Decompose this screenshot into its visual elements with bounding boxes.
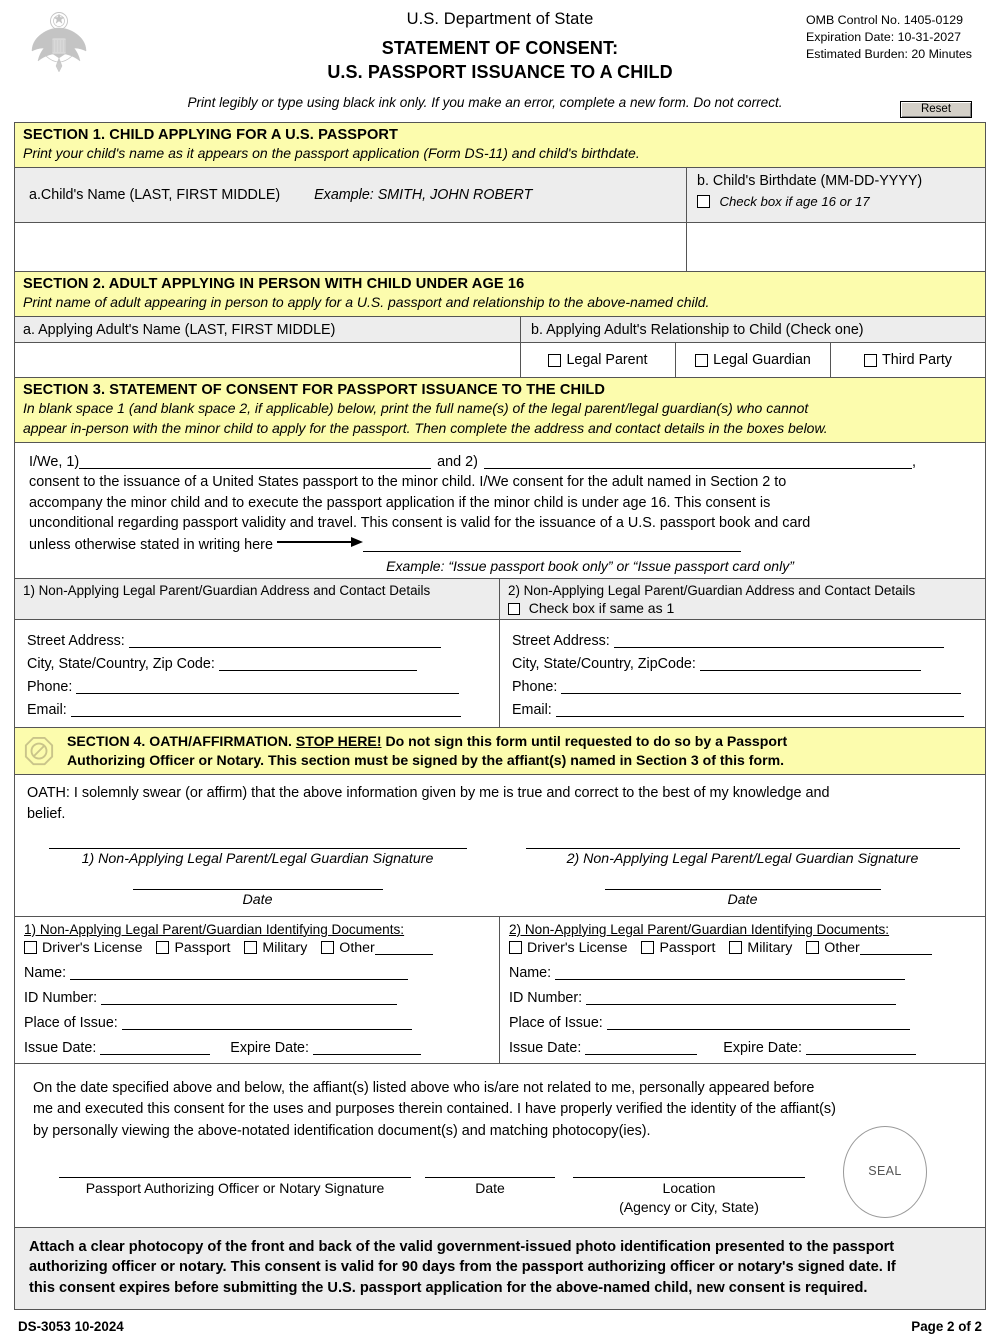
notary-statement-block [15,1064,985,1227]
section4-heading-part2: Do not sign this form until requested to do so by a Passport [381,733,788,750]
address1-street-row [27,633,487,649]
oath-statement [15,775,985,827]
form-id: DS-3053 10-2024 [18,1318,124,1334]
section4-heading-part1: SECTION 4. OATH/AFFIRMATION. [67,733,296,750]
ids2-issuedate-input[interactable] [585,1054,697,1055]
notary-date-line[interactable] [425,1177,555,1178]
form-body [14,122,986,1310]
section4-heading-text [67,732,787,769]
legal-guardian-label: Legal Guardian [713,352,811,369]
address2-email-input[interactable] [556,716,964,717]
address1-email-row [27,702,487,718]
notary-signature-lines [33,1143,967,1223]
page-header [14,0,986,122]
reset-button[interactable]: Reset [900,101,972,118]
omb-expiration-date: Expiration Date: 10-31-2027 [806,29,961,44]
notary-location-sub: (Agency or City, State) [619,1199,759,1216]
section2-label-row [15,317,985,343]
print-instruction-note: Print legibly or type using black ink only. If you make an error, complete a new form. Do not correct. [187,94,783,110]
address2-email-row [512,702,973,718]
consent-body-line1: consent to the issuance of a United States passport to the minor child. I/We consent for the adult named in Section 2 to [29,474,787,491]
child-name-input[interactable] [15,223,687,271]
address1-fields [15,620,500,727]
notary-location-caption: Location [662,1179,716,1196]
relationship-option-third-party[interactable] [831,343,985,377]
ids1-passport-checkbox[interactable] [156,941,169,954]
ids1-expiredate-input[interactable] [313,1054,421,1055]
ids1-idnumber-input[interactable] [101,1004,397,1005]
consent-names-line: I/We, 1) and 2) , [29,453,916,470]
address-headers-row [15,579,985,620]
section1-heading: SECTION 1. CHILD APPLYING FOR A U.S. PASSPORT [23,127,399,143]
ids2-military-label: Military [747,939,793,956]
section1-input-row [15,223,985,272]
address1-city-label: City, State/Country, Zip Code: [27,656,215,673]
section3-header [15,378,985,442]
ids2-name-row [509,965,976,981]
attach-line3: this consent expires before submitting the U.S. passport application for the above-named child, new consent is required. [29,1280,868,1297]
child-birthdate-label-cell [687,168,985,222]
page-footer [14,1310,986,1334]
consent-name2-input[interactable] [484,468,912,469]
relationship-label: b. Applying Adult's Relationship to Child (Check one) [531,322,864,339]
ids1-other-label: Other [339,939,375,956]
ids1-idnumber-row [24,990,490,1006]
notary-line3: by personally viewing the above-notated identification document(s) and matching photocopy(ies). [33,1123,651,1140]
section2-header [15,272,985,317]
address1-city-row [27,656,487,672]
third-party-checkbox[interactable] [864,354,877,367]
signature-column-1 [15,834,500,908]
ids1-name-row [24,965,490,981]
section4-header [15,728,985,775]
signature1-line[interactable] [49,848,467,849]
attach-photocopy-notice [15,1227,985,1310]
ids1-issuedate-label: Issue Date: [24,1039,97,1056]
address2-street-label: Street Address: [512,633,610,650]
ids2-idnumber-label: ID Number: [509,989,583,1006]
address2-city-label: City, State/Country, ZipCode: [512,656,696,673]
stop-here-emphasis: STOP HERE! [295,733,382,750]
address-fields-row [15,620,985,728]
address1-phone-label: Phone: [27,679,73,696]
stop-octagon-icon [23,736,67,766]
address2-street-input[interactable] [614,647,944,648]
form-title-line2: U.S. PASSPORT ISSUANCE TO A CHILD [327,61,673,82]
notary-date-caption: Date [475,1179,505,1196]
ids2-idnumber-input[interactable] [586,1004,896,1005]
ids1-military-label: Military [262,939,308,956]
relationship-option-legal-parent[interactable] [521,343,676,377]
address1-city-input[interactable] [219,670,417,671]
legal-parent-label: Legal Parent [566,352,648,369]
address1-email-input[interactable] [71,716,461,717]
oath-line2: belief. [27,805,66,822]
address1-phone-row [27,679,487,695]
adult-name-label: a. Applying Adult's Name (LAST, FIRST MIDDLE) [15,317,521,342]
notary-signature-caption: Passport Authorizing Officer or Notary Signature [85,1179,385,1196]
section4-heading-line2: Authorizing Officer or Notary. This section must be signed by the affiant(s) named in Section 3 of this form. [67,751,785,768]
ids2-dates-row [509,1040,976,1056]
ids2-expiredate-label: Expire Date: [723,1039,802,1056]
ids1-name-label: Name: [24,964,67,981]
notary-signature-line[interactable] [59,1177,411,1178]
ids2-other-checkbox[interactable] [806,941,819,954]
section3-subheading-line2: appear in-person with the minor child to apply for the passport. Then complete the address and contact details in the boxes below. [23,419,828,436]
section1-label-row [15,168,985,223]
ids1-dates-row [24,1040,490,1056]
address2-phone-row [512,679,973,695]
ids2-other-label: Other [824,939,860,956]
notary-line2: me and executed this consent for the uses and purposes therein contained. I have properly verified the identity of the affiant(s) [33,1101,836,1118]
section3-heading: SECTION 3. STATEMENT OF CONSENT FOR PASSPORT ISSUANCE TO THE CHILD [23,382,606,399]
section2-subheading: Print name of adult appearing in person to apply for a U.S. passport and relationship to the above-named child. [23,294,710,311]
notary-signature-col [59,1177,411,1217]
address2-city-row [512,656,973,672]
writing-restriction-input[interactable] [363,551,741,552]
address2-city-input[interactable] [700,670,921,671]
consent-name1-input[interactable] [79,468,431,469]
ids1-header: 1) Non-Applying Legal Parent/Guardian Identifying Documents: [24,921,405,937]
address1-street-input[interactable] [129,647,441,648]
attach-line1: Attach a clear photocopy of the front and back of the valid government-issued photo identification presented to the passport [29,1238,895,1255]
relationship-option-legal-guardian[interactable] [676,343,831,377]
great-seal-icon [26,6,92,76]
notary-line1: On the date specified above and below, the affiant(s) listed above who is/are not related to me, personally appeared before [33,1079,815,1096]
section1-subheading: Print your child's name as it appears on the passport application (Form DS-11) and child's birthdate. [23,145,640,161]
ids2-placeofissue-row [509,1015,976,1031]
omb-info-block [806,12,972,63]
section3-subheading-line1: In blank space 1 (and blank space 2, if applicable) below, print the full name(s) of the legal parent/legal guardian(s) who cannot [23,400,809,417]
child-name-label-cell [15,168,687,222]
child-name-label: a.Child's Name (LAST, FIRST MIDDLE) [29,187,281,204]
ids1-drivers-license-checkbox[interactable] [24,941,37,954]
section2-input-row [15,343,985,378]
notary-location-line[interactable] [573,1177,805,1178]
seal-label: SEAL [868,1164,902,1179]
ids2-drivers-license-checkbox[interactable] [509,941,522,954]
signature2-caption: 2) Non-Applying Legal Parent/Legal Guardian Signature [566,850,919,867]
ids2-passport-checkbox[interactable] [641,941,654,954]
notary-location-col [573,1177,805,1217]
seal-placeholder [843,1126,927,1218]
address1-email-label: Email: [27,702,67,719]
same-as-1-checkbox[interactable] [508,603,520,615]
date1-caption: Date [242,891,273,908]
section2-heading: SECTION 2. ADULT APPLYING IN PERSON WITH CHILD UNDER AGE 16 [23,276,525,293]
legal-guardian-checkbox[interactable] [695,354,708,367]
ids2-placeofissue-label: Place of Issue: [509,1014,603,1031]
consent-body-line3: unconditional regarding passport validity and travel. This consent is valid for the issuance of a U.S. passport book and card [29,515,811,532]
ids1-placeofissue-input[interactable] [122,1029,412,1030]
address2-header: 2) Non-Applying Legal Parent/Guardian Address and Contact Details [508,583,916,599]
ids1-passport-label: Passport [174,939,231,956]
signature1-caption: 1) Non-Applying Legal Parent/Legal Guardian Signature [81,850,434,867]
address1-header: 1) Non-Applying Legal Parent/Guardian Address and Contact Details [15,579,500,619]
identifying-documents-row [15,917,985,1064]
oath-line1: OATH: I solemnly swear (or affirm) that the above information given by me is true and correct to the best of my knowledge and [27,785,830,802]
ids1-name-input[interactable] [70,979,408,980]
adult-name-input[interactable] [15,343,521,377]
ids2-passport-label: Passport [659,939,716,956]
signature-column-2 [500,834,985,908]
agency-name: U.S. Department of State [406,10,594,28]
ids2-military-checkbox[interactable] [729,941,742,954]
ids2-header: 2) Non-Applying Legal Parent/Guardian Identifying Documents: [509,921,890,937]
ids1-military-checkbox[interactable] [244,941,257,954]
ids1-other-checkbox[interactable] [321,941,334,954]
third-party-label: Third Party [882,352,952,369]
ids2-drivers-license-label: Driver's License [527,939,628,956]
ids1-placeofissue-label: Place of Issue: [24,1014,118,1031]
ids1-expiredate-label: Expire Date: [230,1039,309,1056]
attach-line2: authorizing officer or notary. This consent is valid for 90 days from the passport authorizing officer or notary's signed date. If [29,1259,896,1276]
age-16-17-label: Check box if age 16 or 17 [719,194,870,210]
form-title-line1: STATEMENT OF CONSENT: [381,38,619,58]
ids1-placeofissue-row [24,1015,490,1031]
date2-caption: Date [727,891,758,908]
same-as-1-label: Check box if same as 1 [528,600,675,617]
notary-date-col [425,1177,555,1217]
pointer-arrow-icon [277,534,363,554]
omb-control-number: OMB Control No. 1405-0129 [806,13,964,27]
child-birthdate-input[interactable] [687,223,985,271]
ids2-name-input[interactable] [555,979,905,980]
iwe-prefix: I/We, 1) [29,453,80,470]
legal-parent-checkbox[interactable] [548,354,561,367]
address2-phone-label: Phone: [512,679,558,696]
ids2-name-label: Name: [509,964,552,981]
section1-header [15,123,985,168]
omb-estimated-burden: Estimated Burden: 20 Minutes [806,46,972,61]
consent-body-line2: accompany the minor child and to execute the passport application if the minor child is under age 16. This consent is [29,494,771,511]
ids1-other-input[interactable] [375,954,433,955]
consent-example-note: Example: “Issue passport book only” or “Issue passport card only” [386,558,794,575]
signature2-line[interactable] [526,848,960,849]
address2-email-label: Email: [512,702,552,719]
ids2-other-input[interactable] [860,954,932,955]
consent-paragraph-block [15,443,985,579]
age-16-17-checkbox[interactable] [697,195,710,208]
ids2-expiredate-input[interactable] [806,1054,916,1055]
consent-body-line4-row [29,534,971,555]
child-name-example: Example: SMITH, JOHN ROBERT [314,187,533,204]
consent-body-line4: unless otherwise stated in writing here [29,536,273,553]
ids1-issuedate-input[interactable] [100,1054,210,1055]
iwe-and: and 2) [437,453,478,470]
address1-phone-input[interactable] [76,693,459,694]
ids1-checkbox-group [24,940,490,956]
ids1-idnumber-label: ID Number: [24,989,98,1006]
signature-area [15,828,985,917]
ids2-idnumber-row [509,990,976,1006]
ids2-placeofissue-input[interactable] [607,1029,910,1030]
ids2-block [500,917,985,1063]
ids1-drivers-license-label: Driver's License [42,939,143,956]
address2-header-cell [500,579,985,619]
date2-line[interactable] [605,889,881,890]
ids2-checkbox-group [509,940,976,956]
address2-street-row [512,633,973,649]
ids1-block [15,917,500,1063]
address1-street-label: Street Address: [27,633,125,650]
ids2-issuedate-label: Issue Date: [509,1039,582,1056]
page-number: Page 2 of 2 [911,1318,982,1334]
address2-phone-input[interactable] [561,693,961,694]
address2-fields [500,620,985,727]
child-birthdate-label: b. Child's Birthdate (MM-DD-YYYY) [697,173,923,190]
date1-line[interactable] [133,889,383,890]
